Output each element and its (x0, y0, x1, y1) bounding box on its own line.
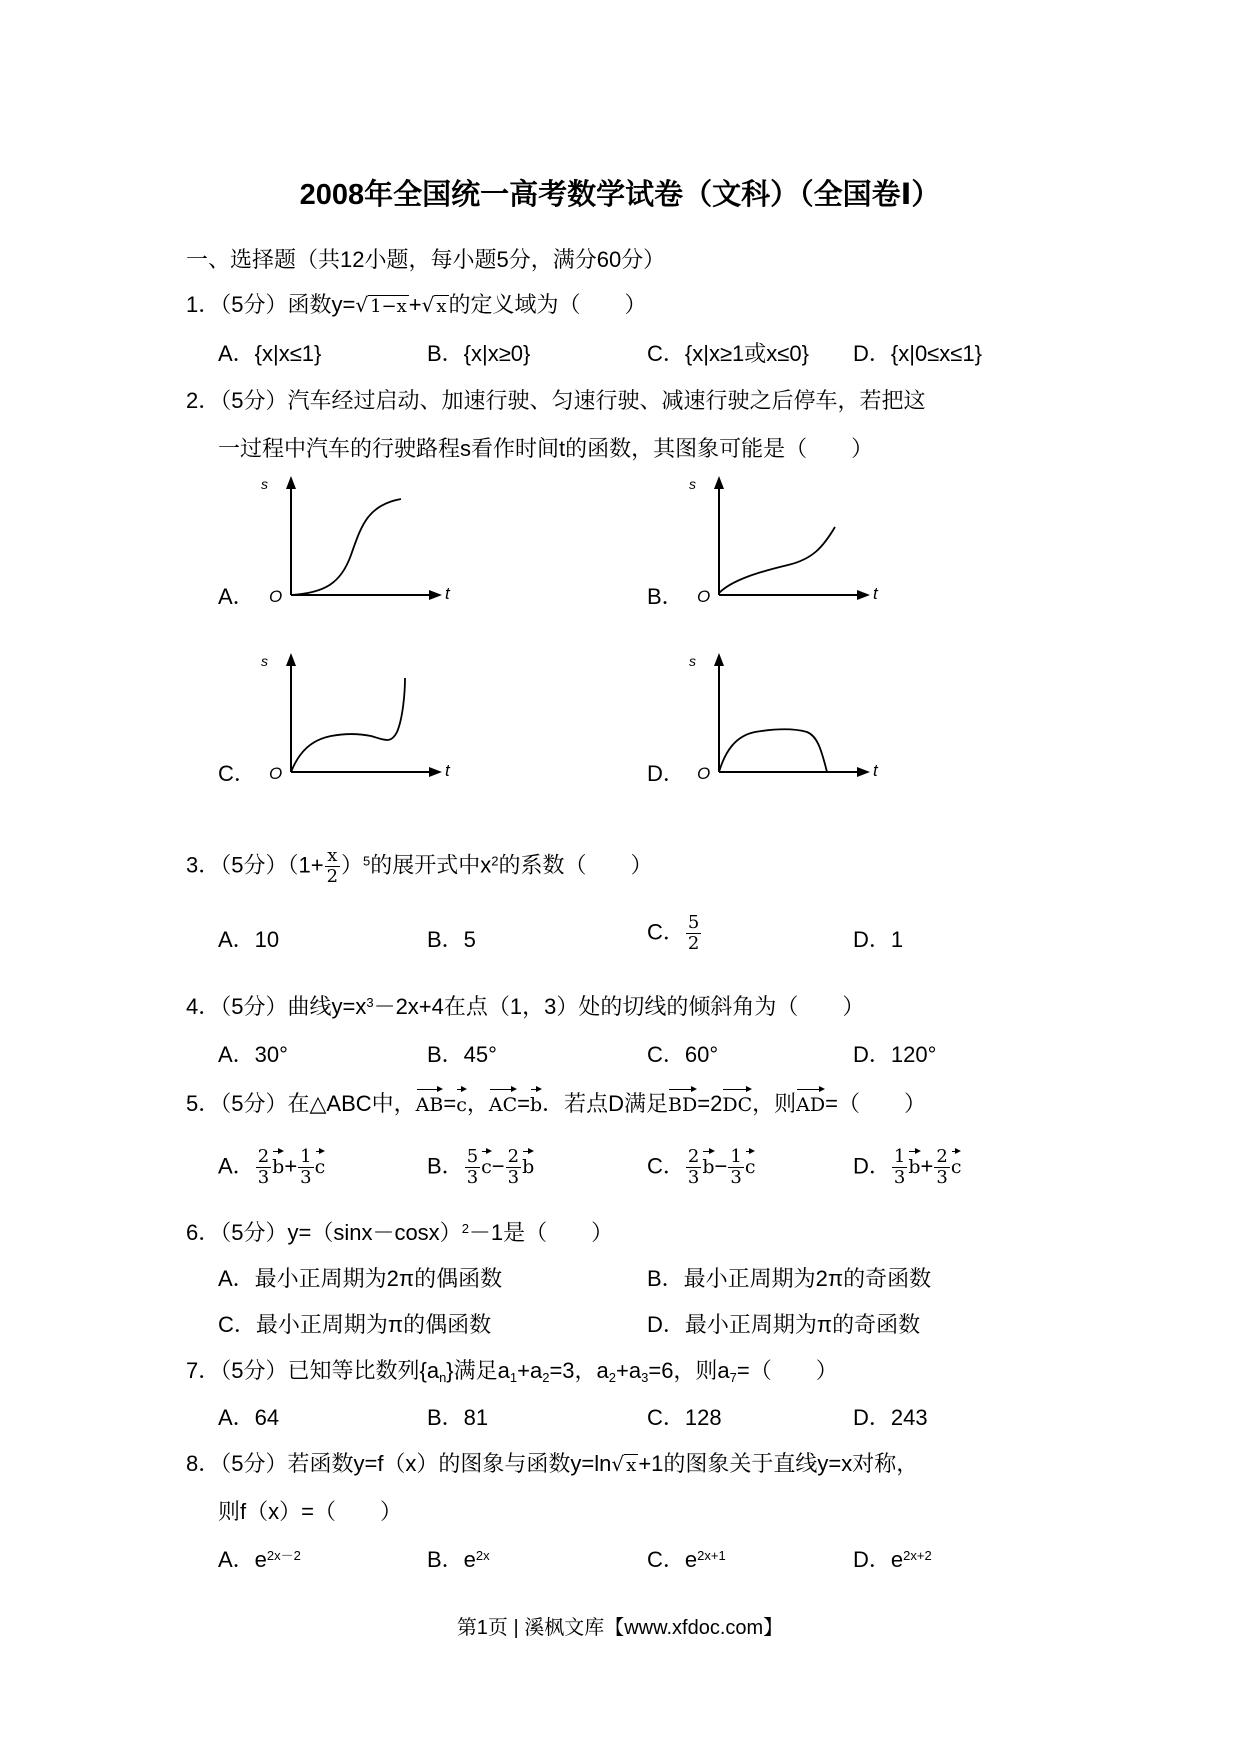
sqrt-1-minus-x: √ 1−x (355, 293, 407, 317)
vector: c (481, 1148, 492, 1182)
vector-ad: AD (796, 1086, 825, 1120)
question-8-line-2: 则f（x）=（ ） (218, 1499, 402, 1524)
q1-option-a[interactable]: A．{x|x≤1} (218, 341, 322, 366)
vector: c (745, 1148, 756, 1182)
curve (719, 527, 835, 593)
q1-option-d[interactable]: D．{x|0≤x≤1} (853, 341, 982, 366)
section-heading: 一、选择题（共12小题，每小题5分，满分60分） (186, 247, 666, 272)
q1-option-b[interactable]: B．{x|x≥0} (427, 341, 531, 366)
origin-label: O (697, 764, 711, 783)
graph-b (683, 475, 883, 610)
vector-ab: AB (416, 1086, 444, 1120)
x-axis-arrow (429, 767, 442, 777)
fraction: $\frac{1}{3}$ (730, 1146, 742, 1188)
x-axis-arrow (857, 767, 870, 777)
q5-option-b[interactable]: B． $\frac{5}{3}$ c− $\frac{2}{3}$ b (427, 1146, 535, 1188)
q2-option-a-label[interactable]: A． (218, 584, 255, 609)
graph-d (683, 652, 883, 787)
q2-option-d-label[interactable]: D． (647, 761, 685, 786)
axis-label-t: t (445, 584, 450, 603)
page-title: 2008年全国统一高考数学试卷（文科）（全国卷Ⅰ） (299, 179, 941, 211)
page-footer: 第1页 | 溪枫文库【www.xfdoc.com】 (456, 1617, 784, 1639)
q6-option-b[interactable]: B．最小正周期为2π的奇函数 (647, 1266, 932, 1291)
q6-option-a[interactable]: A．最小正周期为2π的偶函数 (218, 1266, 503, 1291)
q4-option-c[interactable]: C．60° (647, 1042, 719, 1067)
sqrt-x: √ x (611, 1452, 637, 1476)
q8-option-d[interactable]: D．$e^{2x+2}$ (853, 1547, 932, 1572)
q3-option-c[interactable]: C． $\frac{5}{2}$ (647, 912, 700, 954)
q3-option-b[interactable]: B．5 (427, 927, 476, 952)
fraction: $\frac{2}{3}$ (257, 1146, 270, 1188)
question-1-stem: 1．（5分）函数y=√ 1−x+√ x的定义域为（ ） (186, 290, 647, 322)
q8-option-b[interactable]: B．$e^{2x}$ (427, 1547, 490, 1572)
question-5-stem: 5．（5分）在△ABC中，AB=c，AC=b．若点D满足BD=2DC，则AD=（ ） (186, 1086, 926, 1120)
q3-option-d[interactable]: D．1 (853, 927, 904, 952)
axis-label-s: s (261, 476, 268, 492)
q8-option-a[interactable]: A．$e^{2x-2}$ (218, 1547, 301, 1572)
axis-label-t: t (873, 761, 878, 780)
q7-option-b[interactable]: B．81 (427, 1405, 489, 1430)
fraction: $\frac{2}{3}$ (936, 1146, 948, 1188)
graph-a (255, 475, 455, 610)
y-axis-arrow (714, 476, 724, 489)
vector: b (702, 1148, 714, 1182)
fraction: $\frac{1}{3}$ (893, 1146, 906, 1188)
q4-option-b[interactable]: B．45° (427, 1042, 497, 1067)
curve (719, 729, 827, 772)
axis-label-s: s (689, 476, 696, 492)
vector: c (315, 1148, 326, 1182)
fraction: $\frac{2}{3}$ (687, 1146, 700, 1188)
q6-option-d[interactable]: D．最小正周期为π的奇函数 (647, 1312, 921, 1337)
question-2-line-1: 2．（5分）汽车经过启动、加速行驶、匀速行驶、减速行驶之后停车，若把这 (186, 388, 926, 413)
q5-option-c[interactable]: C． $\frac{2}{3}$ b− $\frac{1}{3}$ c (647, 1146, 756, 1188)
q2-option-c-label[interactable]: C． (218, 761, 256, 786)
fraction-5-over-2: $\frac{5}{2}$ (687, 912, 700, 954)
vector: c (951, 1148, 962, 1182)
vector-dc: DC (722, 1086, 752, 1120)
q3-option-a[interactable]: A．10 (218, 927, 280, 952)
q1-option-c[interactable]: C．{x|x≥1或x≤0} (647, 341, 809, 366)
fraction: $\frac{1}{3}$ (300, 1146, 312, 1188)
q5-option-d[interactable]: D． $\frac{1}{3}$ b+ $\frac{2}{3}$ c (853, 1146, 962, 1188)
vector: b (272, 1148, 284, 1182)
q7-option-a[interactable]: A．64 (218, 1405, 280, 1430)
x-axis-arrow (857, 590, 870, 600)
q2-option-b-label[interactable]: B． (647, 584, 684, 609)
fraction-x-over-2: $\frac{x}{2}$ (326, 845, 339, 887)
q8-option-c[interactable]: C．$e^{2x+1}$ (647, 1547, 726, 1572)
origin-label: O (269, 764, 283, 783)
fraction: $\frac{2}{3}$ (507, 1146, 520, 1188)
axis-label-s: s (261, 653, 268, 669)
y-axis-arrow (286, 653, 296, 666)
vector: b (522, 1148, 534, 1182)
question-2-line-2: 一过程中汽车的行驶路程s看作时间t的函数，其图象可能是（ ） (218, 436, 874, 461)
graph-c (255, 652, 455, 787)
vector-b: b (530, 1086, 542, 1120)
y-axis-arrow (714, 653, 724, 666)
vector-c: c (456, 1086, 467, 1120)
y-axis-arrow (286, 476, 296, 489)
x-axis-arrow (429, 590, 442, 600)
question-6-stem: 6．（5分）$y=(\sin x-\cos x)^2-1$是（ ） (186, 1220, 614, 1245)
vector-bd: BD (668, 1086, 697, 1120)
question-8-line-1: 8．（5分）若函数y=f（x）的图象与函数y=ln√ x+1的图象关于直线y=x对称， (186, 1449, 918, 1481)
origin-label: O (697, 587, 711, 606)
q5-option-a[interactable]: A． $\frac{2}{3}$ b+ $\frac{1}{3}$ c (218, 1146, 326, 1188)
curve (291, 678, 405, 772)
axis-label-s: s (689, 653, 696, 669)
q7-option-d[interactable]: D．243 (853, 1405, 928, 1430)
origin-label: O (269, 587, 283, 606)
vector-ac: AC (489, 1086, 517, 1120)
q6-option-c[interactable]: C．最小正周期为π的偶函数 (218, 1312, 492, 1337)
q4-option-d[interactable]: D．120° (853, 1042, 937, 1067)
q4-option-a[interactable]: A．30° (218, 1042, 288, 1067)
fraction: $\frac{5}{3}$ (466, 1146, 479, 1188)
vector: b (908, 1148, 920, 1182)
axis-label-t: t (445, 761, 450, 780)
q7-option-c[interactable]: C．128 (647, 1405, 722, 1430)
sqrt-x: √ x (421, 293, 447, 317)
question-7-stem: 7．（5分）已知等比数列$\{a_n\}$满足$a_1+a_2=3$，$a_2+a_3=6$，则$a_7=$（ ） (186, 1358, 838, 1385)
question-3-stem: 3．（5分）（1+ $\frac{x}{2}$ ）$^5$的展开式中$x^2$的系数（ ） (186, 845, 653, 887)
question-4-stem: 4．（5分）曲线$y=x^3-2x+4$在点（1，3）处的切线的倾斜角为（ ） (186, 994, 865, 1019)
curve (291, 499, 401, 595)
axis-label-t: t (873, 584, 878, 603)
